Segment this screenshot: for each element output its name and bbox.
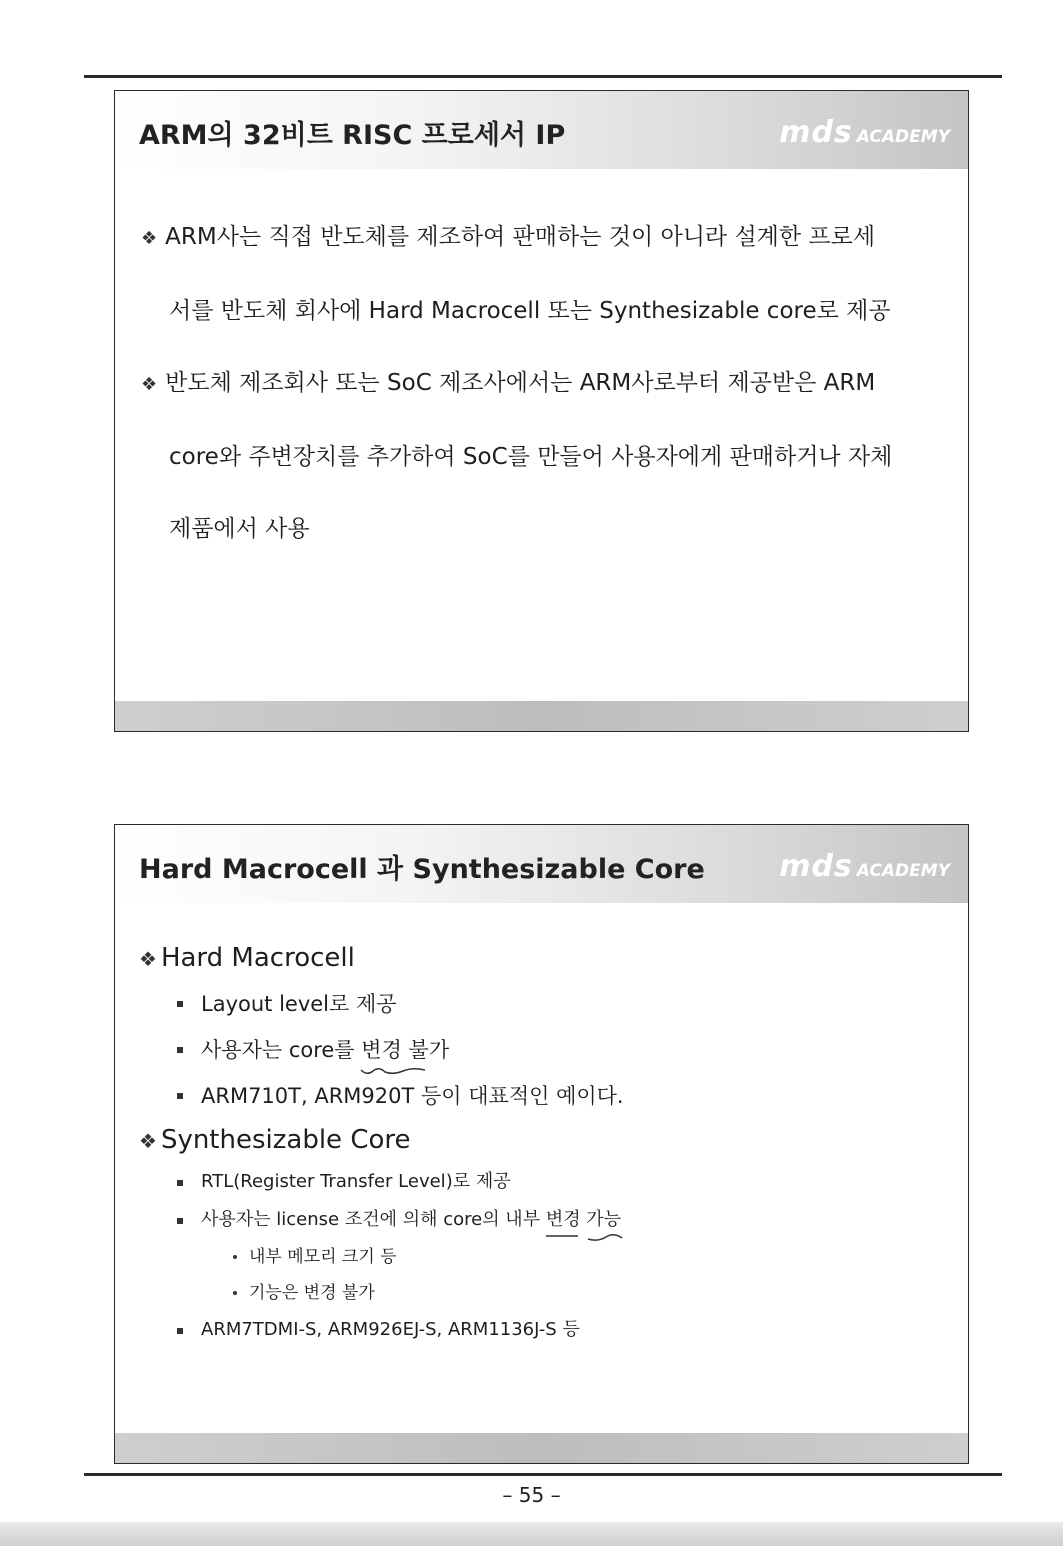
paragraph-2-line-3: 제품에서 사용 (169, 516, 310, 542)
underlined-emphasis (546, 1201, 621, 1239)
slide-footer-bar (115, 1433, 968, 1463)
list-item: ARM7TDMI-S, ARM926EJ-S, ARM1136J-S 등 (177, 1311, 948, 1349)
list-item (177, 1027, 948, 1073)
slide-footer-bar (115, 701, 968, 731)
slide-title: ARM의 32비트 RISC 프로세서 IP (139, 120, 566, 151)
list-item: Layout level로 제공 (177, 981, 948, 1027)
list-item: ARM710T, ARM920T 등이 대표적인 예이다. (177, 1073, 948, 1119)
page-edge-shadow (0, 1522, 1063, 1546)
top-rule (84, 75, 1002, 78)
logo-academy: ACADEMY (856, 127, 950, 147)
synthesizable-core-list (139, 1163, 948, 1349)
section-hard-macrocell (139, 943, 948, 973)
emphasis-text: 변경 가능 (545, 1209, 622, 1230)
paragraph-2 (141, 347, 948, 565)
paragraph-1 (141, 201, 948, 347)
paragraph-1-line-1: ARM사는 직접 반도체를 제조하여 판매하는 것이 아니라 설계한 프로세 (165, 224, 876, 250)
mds-academy-logo (779, 115, 950, 150)
diamond-bullet-icon: ❖ (139, 947, 157, 971)
diamond-bullet-icon: ❖ (139, 1129, 157, 1153)
diamond-bullet-icon: ❖ (141, 228, 158, 249)
list-item-text: 사용자는 license 조건에 의해 core의 내부 (201, 1209, 546, 1230)
mds-academy-logo (779, 849, 950, 884)
list-item (177, 1201, 948, 1311)
list-item: RTL(Register Transfer Level)로 제공 (177, 1163, 948, 1201)
slide-title-bar (115, 825, 968, 903)
bottom-rule (84, 1473, 1002, 1476)
paragraph-2-line-1: 반도체 제조회사 또는 SoC 제조사에서는 ARM사로부터 제공받은 ARM (165, 370, 876, 396)
slide-body (141, 201, 948, 565)
sub-list (201, 1239, 948, 1311)
list-item-text: 사용자는 core를 (201, 1038, 362, 1062)
hard-macrocell-list (139, 981, 948, 1119)
page-number: – 55 – (502, 1483, 561, 1507)
paragraph-1-line-2: 서를 반도체 회사에 Hard Macrocell 또는 Synthesizable core로 제공 (169, 298, 891, 324)
slide-title: Hard Macrocell 과 Synthesizable Core (139, 854, 705, 885)
diamond-bullet-icon: ❖ (141, 374, 158, 395)
logo-mds: mds (779, 849, 853, 884)
paragraph-2-line-2: core와 주변장치를 추가하여 SoC를 만들어 사용자에게 판매하거나 자체 (169, 444, 893, 470)
underlined-emphasis (361, 1027, 449, 1073)
section-heading: Synthesizable Core (160, 1125, 411, 1155)
section-synthesizable-core (139, 1125, 948, 1155)
slide-arm-risc-ip (114, 90, 969, 732)
sub-list-item: 내부 메모리 크기 등 (233, 1239, 948, 1275)
slide-title-bar (115, 91, 968, 169)
logo-mds: mds (779, 115, 853, 150)
slide-hard-vs-synth (114, 824, 969, 1464)
section-heading: Hard Macrocell (160, 943, 355, 973)
logo-academy: ACADEMY (856, 861, 950, 881)
emphasis-text: 변경 불가 (361, 1038, 450, 1062)
sub-list-item: 기능은 변경 불가 (233, 1275, 948, 1311)
slide-body (139, 943, 948, 1355)
